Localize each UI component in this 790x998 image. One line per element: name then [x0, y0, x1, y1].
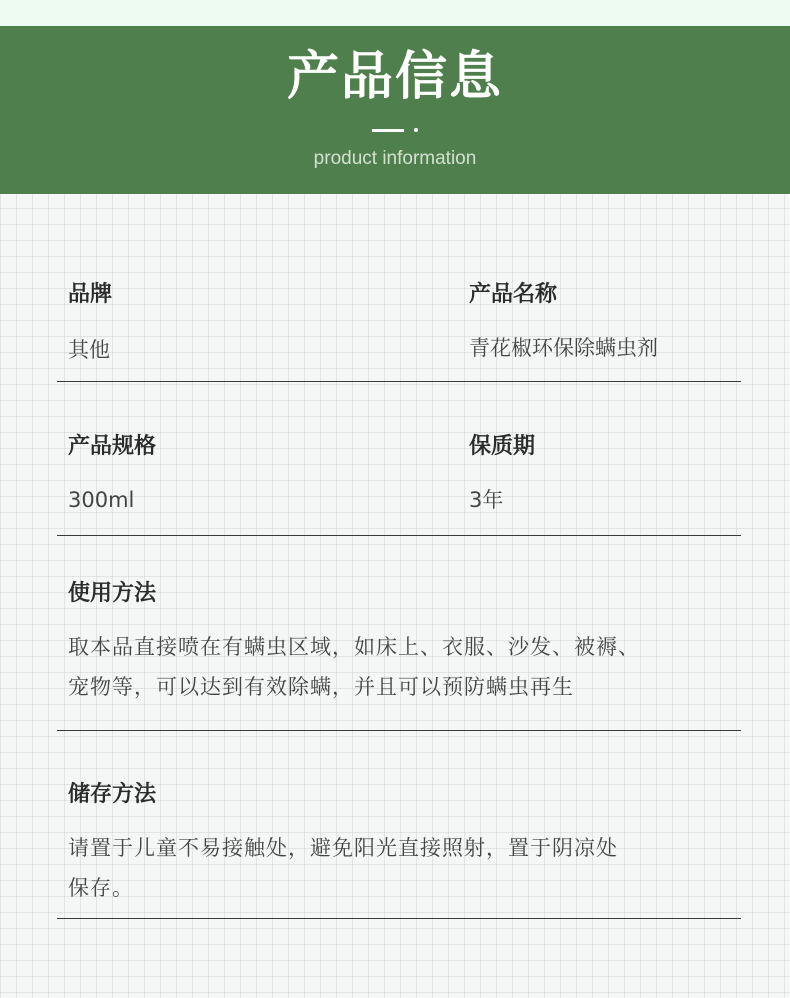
title-divider	[372, 129, 404, 132]
divider-4	[57, 918, 741, 919]
usage-label: 使用方法	[68, 581, 157, 606]
specification-value: 300ml	[68, 488, 135, 512]
storage-label: 储存方法	[68, 782, 157, 807]
product-name-value: 青花椒环保除螨虫剂	[469, 336, 658, 360]
page-subtitle: product information	[313, 148, 477, 169]
divider-2	[57, 535, 741, 536]
header-banner	[0, 26, 790, 194]
divider-1	[57, 381, 741, 382]
usage-text-line-2: 宠物等，可以达到有效除螨，并且可以预防螨虫再生	[68, 675, 574, 699]
usage-text-line-1: 取本品直接喷在有螨虫区域，如床上、衣服、沙发、被褥、	[68, 635, 640, 659]
shelf-life-label: 保质期	[469, 434, 536, 459]
brand-label: 品牌	[68, 282, 113, 307]
storage-text-line-2: 保存。	[68, 876, 134, 900]
shelf-life-value: 3年	[469, 488, 504, 512]
storage-text-line-1: 请置于儿童不易接触处，避免阳光直接照射，置于阴凉处	[68, 836, 618, 860]
brand-value: 其他	[68, 338, 110, 362]
page-title: 产品信息	[286, 47, 503, 107]
divider-3	[57, 730, 741, 731]
specification-label: 产品规格	[68, 434, 157, 459]
top-strip	[0, 0, 790, 26]
product-name-label: 产品名称	[469, 282, 558, 307]
title-divider-dot	[414, 128, 418, 132]
